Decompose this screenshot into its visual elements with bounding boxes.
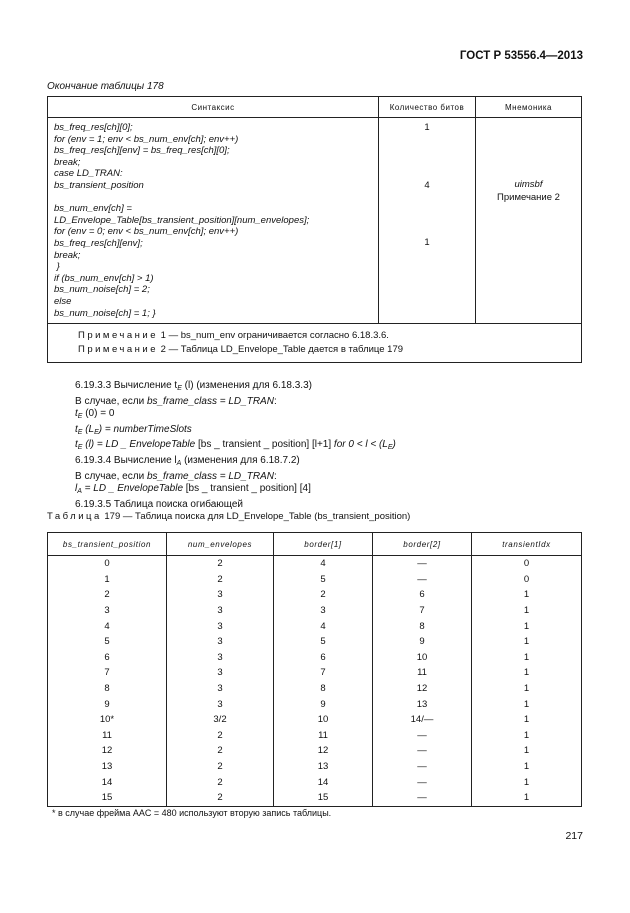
table-cell: 7: [274, 665, 373, 681]
table-cell: 1: [472, 587, 582, 603]
table-cell: —: [373, 790, 472, 806]
note-2: Примечание 2 — Таблица LD_Envelope_Table дается в таблице 179: [78, 344, 404, 356]
table-cell: 4: [48, 618, 167, 634]
code-line: bs_num_noise[ch] = 1; }: [54, 307, 156, 319]
table-cell: 3: [167, 665, 274, 681]
table-cell: —: [373, 774, 472, 790]
table-row: [48, 665, 582, 681]
table-cell: 3: [167, 681, 274, 697]
table-cell: 1: [472, 618, 582, 634]
table-cell: —: [373, 759, 472, 775]
table-cell: 1: [472, 681, 582, 697]
table-cell: 1: [48, 572, 167, 588]
code-line: if (bs_num_env[ch] > 1): [54, 272, 154, 284]
code-line: bs_freq_res[ch][env] = bs_freq_res[ch][0];: [54, 145, 230, 157]
table-row: [48, 650, 582, 666]
table-cell: 8: [48, 681, 167, 697]
note-1: Примечание 1 — bs_num_env ограничивается согласно 6.18.3.6.: [78, 330, 389, 342]
header-col: transientIdx: [472, 533, 582, 556]
section-6-19-3-5: 6.19.3.5 Таблица поиска огибающей: [75, 498, 244, 510]
code-line: bs_transient_position: [54, 179, 144, 191]
notes-row: [48, 324, 582, 363]
header-bits: Количество битов: [379, 97, 476, 118]
table-footnote: * в случае фрейма AAC = 480 используют вторую запись таблицы.: [52, 808, 332, 818]
code-line: bs_freq_res[ch][env];: [54, 237, 143, 249]
table-cell: 4: [274, 556, 373, 572]
header-col: border[2]: [373, 533, 472, 556]
section-text: [75, 380, 396, 511]
page-number: 217: [565, 830, 583, 842]
section-line: В случае, если bs_frame_class = LD_TRAN:: [75, 470, 277, 482]
code-line: bs_freq_res[ch][0];: [54, 122, 133, 133]
table-cell: 2: [48, 587, 167, 603]
table-cell: 12: [373, 681, 472, 697]
code-line: break;: [54, 156, 81, 168]
table-cell: 3: [167, 696, 274, 712]
table-cell: 4: [274, 618, 373, 634]
table-cell: 3: [167, 634, 274, 650]
table-cell: 8: [373, 618, 472, 634]
section-6-19-3-4: 6.19.3.4 Вычисление $l_A$ (изменения для 6.18.7.2): [75, 454, 300, 467]
table-cell: 1: [472, 743, 582, 759]
formula-line: $t_E$ (l) = LD _ EnvelopeTable [bs _ transient _ position] [l+1] for $0 < l < (L_E)$: [75, 439, 396, 452]
table-cell: 3: [167, 618, 274, 634]
table-cell: 3: [167, 603, 274, 619]
formula-line: $t_E$ (0) = 0: [75, 408, 115, 421]
table-cell: 6: [48, 650, 167, 666]
table-cell: 2: [167, 774, 274, 790]
header-mnemonic: Мнемоника: [476, 97, 582, 118]
table-cell: 5: [274, 572, 373, 588]
table-cell: 14/—: [373, 712, 472, 728]
bits-value: 1: [424, 237, 430, 249]
table-cell: 15: [274, 790, 373, 806]
syntax-row: [48, 118, 582, 324]
table-cell: —: [373, 728, 472, 744]
table-row: [48, 603, 582, 619]
table-cell: 2: [274, 587, 373, 603]
table-row: [48, 587, 582, 603]
header-syntax: Синтаксис: [48, 97, 379, 118]
table-row: [48, 572, 582, 588]
table-cell: 3: [274, 603, 373, 619]
mnemonic-note: Примечание 2: [497, 192, 560, 203]
table-cell: 10: [274, 712, 373, 728]
table-cell: 12: [48, 743, 167, 759]
mnemonic-column: [476, 118, 582, 324]
table-cell: 0: [472, 572, 582, 588]
table-cell: —: [373, 556, 472, 572]
table-cell: 5: [48, 634, 167, 650]
table-cell: 1: [472, 759, 582, 775]
table-cell: 1: [472, 665, 582, 681]
table-header-row: [48, 533, 582, 556]
bits-column: [379, 118, 476, 324]
table-row: [48, 681, 582, 697]
table-cell: 10*: [48, 712, 167, 728]
table-cell: —: [373, 743, 472, 759]
code-line: break;: [54, 249, 81, 261]
code-line: for (env = 0; env < bs_num_env[ch]; env++): [54, 226, 239, 238]
table-row: [48, 743, 582, 759]
table-cell: 9: [48, 696, 167, 712]
table-header-row: [48, 97, 582, 118]
table-row: [48, 759, 582, 775]
table-179-caption: Таблица 179 — Таблица поиска для LD_Envelope_Table (bs_transient_position): [47, 511, 411, 522]
table-cell: 7: [48, 665, 167, 681]
table-cell: 2: [167, 790, 274, 806]
table-cell: 0: [48, 556, 167, 572]
code-line: bs_num_noise[ch] = 2;: [54, 284, 150, 296]
table-cell: 13: [274, 759, 373, 775]
table-cell: 2: [167, 759, 274, 775]
table-notes: [48, 324, 582, 363]
code-line: else: [54, 295, 72, 307]
table-cell: 14: [48, 774, 167, 790]
header-col: num_envelopes: [167, 533, 274, 556]
table-cell: 11: [48, 728, 167, 744]
envelope-table: [47, 532, 582, 807]
table-cell: 9: [274, 696, 373, 712]
table-cell: 2: [167, 743, 274, 759]
table-cell: 15: [48, 790, 167, 806]
code-line: LD_Envelope_Table[bs_transient_position][num_envelopes];: [54, 214, 310, 226]
table-cell: 3: [167, 650, 274, 666]
document-id: ГОСТ Р 53556.4—2013: [459, 50, 583, 62]
table-cell: 11: [373, 665, 472, 681]
table-cell: 7: [373, 603, 472, 619]
table-cell: 1: [472, 790, 582, 806]
table-row: [48, 696, 582, 712]
table-cell: 9: [373, 634, 472, 650]
formula-line: $t_E$ $(L_E)$ = numberTimeSlots: [75, 423, 192, 436]
table-cell: 11: [274, 728, 373, 744]
table-cell: 8: [274, 681, 373, 697]
table-row: [48, 790, 582, 806]
syntax-code: [48, 118, 379, 324]
table-cell: 10: [373, 650, 472, 666]
table-row: [48, 618, 582, 634]
section-line: В случае, если bs_frame_class = LD_TRAN:: [75, 395, 277, 407]
bits-value: 4: [424, 179, 430, 191]
table-cell: 1: [472, 634, 582, 650]
table-cell: 1: [472, 774, 582, 790]
table-cell: 2: [167, 556, 274, 572]
syntax-table: [47, 96, 582, 363]
table-cell: 0: [472, 556, 582, 572]
table-cell: 1: [472, 712, 582, 728]
table-cell: 3/2: [167, 712, 274, 728]
bits-value: 1: [424, 122, 430, 133]
table-cell: 6: [373, 587, 472, 603]
code-line: [54, 192, 378, 204]
header-col: border[1]: [274, 533, 373, 556]
table-cell: 3: [48, 603, 167, 619]
table-row: [48, 712, 582, 728]
table-cell: 2: [167, 572, 274, 588]
mnemonic-value: uimsbf: [514, 179, 543, 190]
table-cell: 1: [472, 650, 582, 666]
table-cell: 13: [373, 696, 472, 712]
code-line: bs_num_env[ch] =: [54, 203, 132, 215]
table-cell: 12: [274, 743, 373, 759]
formula-line: $l_A$ = LD _ EnvelopeTable [bs _ transient _ position] [4]: [75, 483, 311, 496]
table-cell: 5: [274, 634, 373, 650]
table-cell: 14: [274, 774, 373, 790]
table-cell: 3: [167, 587, 274, 603]
table-cell: —: [373, 572, 472, 588]
section-6-19-3-3: 6.19.3.3 Вычисление $t_E$ (l) (изменения для 6.18.3.3): [75, 380, 312, 392]
table-row: [48, 774, 582, 790]
table-cell: 2: [167, 728, 274, 744]
table-cell: 1: [472, 696, 582, 712]
code-line: for (env = 1; env < bs_num_env[ch]; env++): [54, 133, 239, 145]
header-col: bs_transient_position: [48, 533, 167, 556]
table-continuation-label: Окончание таблицы 178: [47, 81, 164, 92]
table-row: [48, 728, 582, 744]
code-line: }: [54, 261, 60, 273]
table-cell: 1: [472, 603, 582, 619]
table-cell: 13: [48, 759, 167, 775]
code-line: case LD_TRAN:: [54, 168, 123, 180]
table-cell: 1: [472, 728, 582, 744]
table-row: [48, 634, 582, 650]
table-cell: 6: [274, 650, 373, 666]
table-row: [48, 556, 582, 572]
